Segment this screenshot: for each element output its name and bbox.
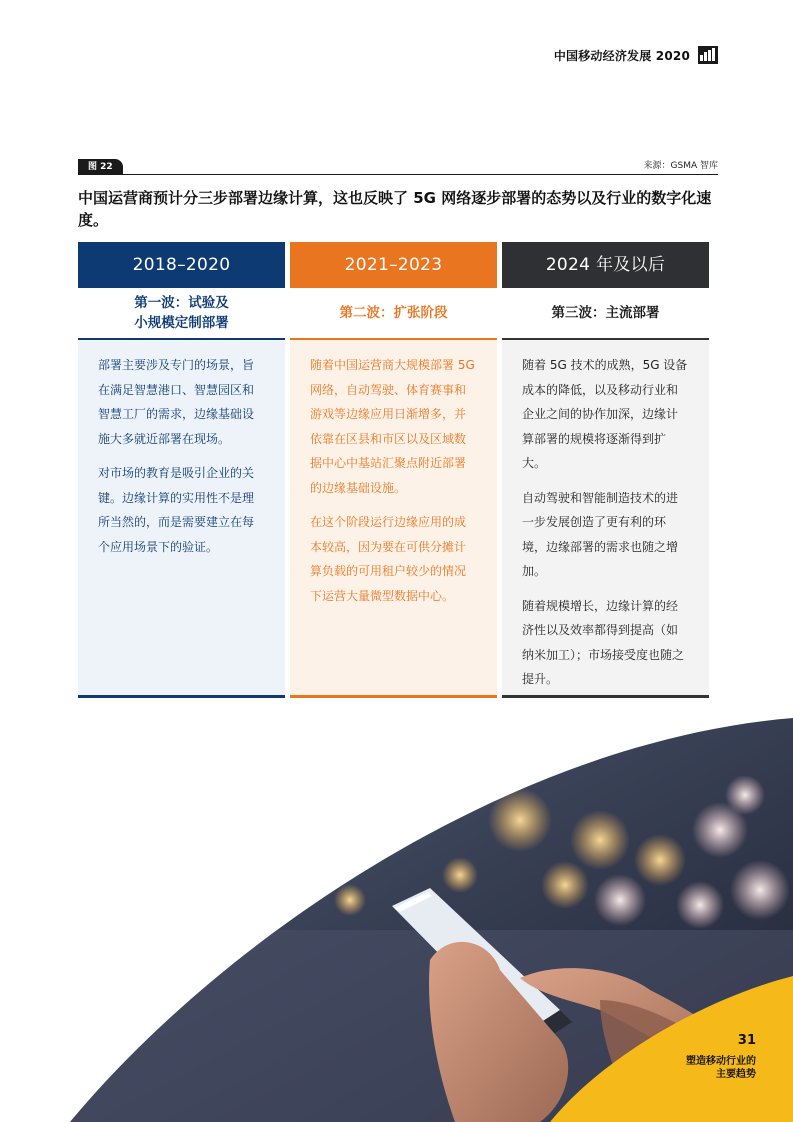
wave-title-line2: 小规模定制部署 <box>134 315 229 331</box>
column-bottom-rule <box>78 695 285 698</box>
paragraph: 自动驾驶和智能制造技术的进一步发展创造了更有利的环境，边缘部署的需求也随之增加。 <box>522 490 679 578</box>
figure-tag: 图 22 <box>78 159 123 175</box>
section-label-line2: 主要趋势 <box>716 1069 756 1080</box>
column-year: 2021–2023 <box>290 242 497 288</box>
paragraph: 随着规模增长，边缘计算的经济性以及效率都得到提高（如纳米加工）；市场接受度也随之提升。 <box>522 598 685 686</box>
paragraph: 对市场的教育是吸引企业的关键。边缘计算的实用性不是理所当然的，而是需要建立在每个应用场景下的验证。 <box>98 466 255 554</box>
column-wave-title <box>502 288 709 338</box>
section-label-line1: 塑造移动行业的 <box>686 1056 756 1067</box>
column-wave-1 <box>78 242 285 698</box>
column-year: 2018–2020 <box>78 242 285 288</box>
gsma-logo-icon <box>698 46 718 64</box>
column-bottom-rule <box>502 695 709 698</box>
column-bottom-rule <box>290 695 497 698</box>
report-title: 中国移动经济发展 2020 <box>553 48 690 63</box>
column-wave-2 <box>290 242 497 698</box>
paragraph: 部署主要涉及专门的场景，旨在满足智慧港口、智慧园区和智慧工厂的需求，边缘基础设施大多就近部署在现场。 <box>98 358 255 446</box>
figure-bar <box>78 159 718 175</box>
column-body <box>290 340 497 695</box>
page-header <box>554 46 718 64</box>
page-number: 31 <box>737 1033 756 1048</box>
column-year: 2024 年及以后 <box>502 242 709 288</box>
column-wave-title <box>290 288 497 338</box>
wave-title-line1: 第三波：主流部署 <box>551 305 660 321</box>
figure-rule <box>78 174 718 176</box>
paragraph: 在这个阶段运行边缘应用的成本较高，因为要在可供分摊计算负载的可用租户较少的情况下运营大量微型数据中心。 <box>310 515 467 603</box>
column-wave-3 <box>502 242 709 698</box>
figure-title: 中国运营商预计分三步部署边缘计算，这也反映了 5G 网络逐步部署的态势以及行业的数字化速度。 <box>78 189 712 229</box>
paragraph: 随着 5G 技术的成熟，5G 设备成本的降低，以及移动行业和企业之间的协作加深，边缘计算部署的规模将逐渐得到扩大。 <box>522 358 688 470</box>
column-body <box>502 340 709 695</box>
column-body <box>78 340 285 695</box>
wave-title-line1: 第一波：试验及 <box>134 295 229 311</box>
wave-title-line1: 第二波：扩张阶段 <box>339 305 448 321</box>
column-wave-title <box>78 288 285 338</box>
paragraph: 随着中国运营商大规模部署 5G 网络，自动驾驶、体育赛事和游戏等边缘应用日渐增多，并依靠在区县和市区以及区域数据中心中基站汇聚点附近部署的边缘基础设施。 <box>310 358 475 495</box>
section-label <box>636 1055 756 1081</box>
figure-source: 来源：GSMA 智库 <box>643 161 718 171</box>
